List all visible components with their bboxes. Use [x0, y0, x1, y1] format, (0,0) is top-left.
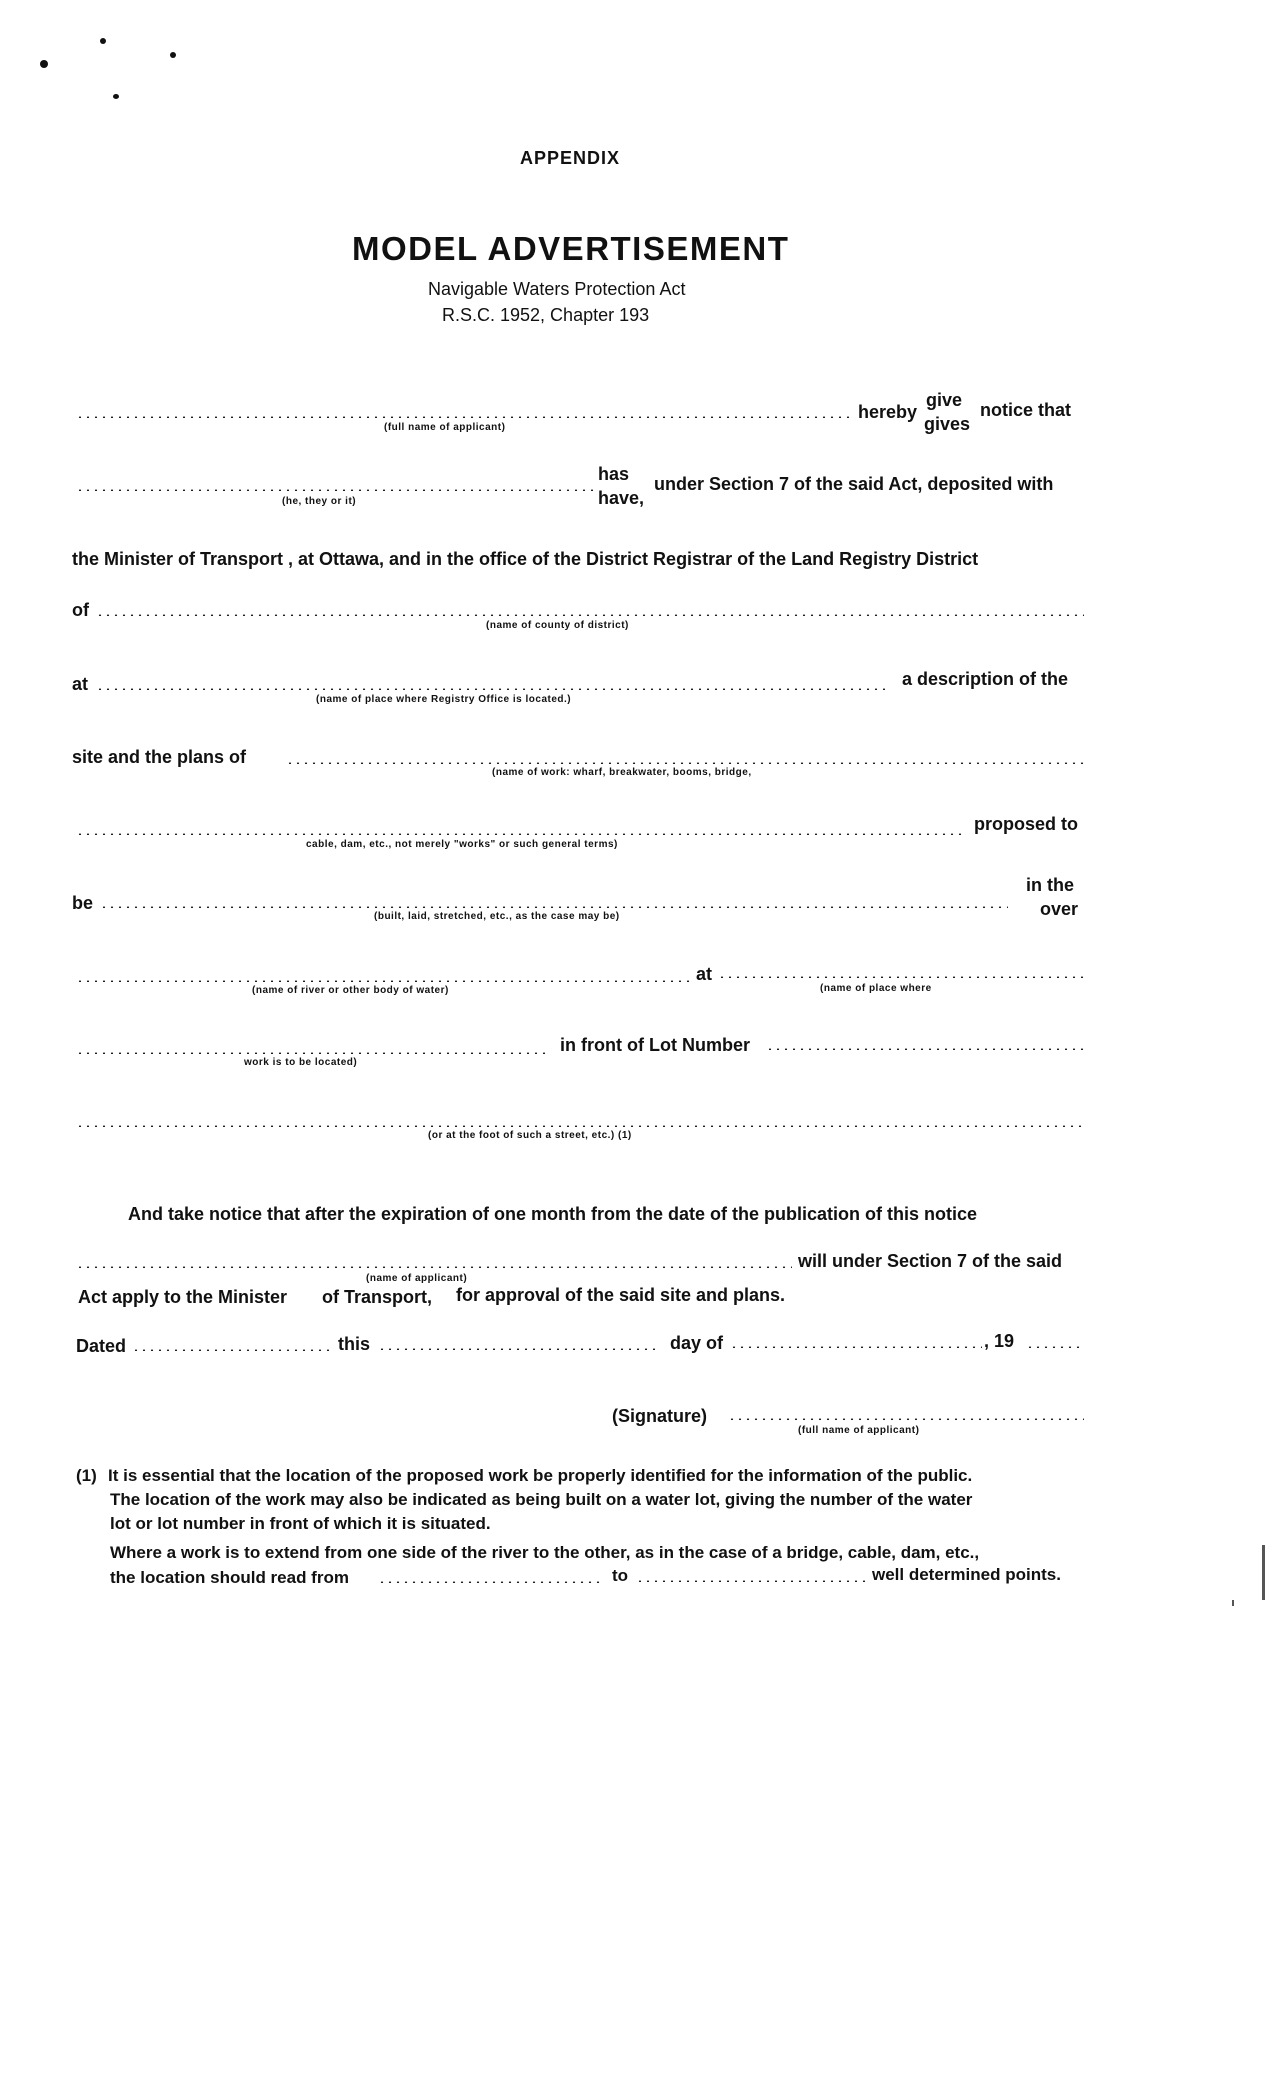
appendix-heading: APPENDIX	[520, 148, 621, 168]
registry-office-field[interactable]	[96, 688, 890, 690]
in-the-text: in the	[1026, 875, 1074, 895]
place-caption-continued: work is to be located)	[244, 1057, 358, 1068]
place-continued-field[interactable]	[76, 1052, 546, 1054]
river-name-field[interactable]	[76, 980, 692, 982]
day-of-label: day of	[670, 1333, 724, 1353]
scan-speck	[113, 94, 119, 99]
applicant-name-field-2[interactable]	[76, 1266, 792, 1268]
be-label: be	[72, 893, 94, 913]
signature-caption: (full name of applicant)	[798, 1425, 920, 1436]
description-text: a description of the	[902, 669, 1069, 689]
place-field[interactable]	[718, 976, 1084, 978]
applicant-caption: (full name of applicant)	[384, 422, 506, 433]
notice-line: And take notice that after the expiration of one month from the date of the publication of this notice	[128, 1204, 978, 1224]
footnote-line-2: The location of the work may also be indicated as being built on a water lot, giving the number of the water	[110, 1490, 973, 1509]
subtitle-act: Navigable Waters Protection Act	[428, 279, 686, 299]
river-caption: (name of river or other body of water)	[252, 985, 449, 996]
site-plans-text: site and the plans of	[72, 747, 247, 767]
has-text: has	[598, 464, 630, 484]
county-caption: (name of county of district)	[486, 620, 629, 631]
page-title: MODEL ADVERTISEMENT	[352, 230, 790, 267]
construction-method-field[interactable]	[100, 906, 1008, 908]
pronoun-field[interactable]	[76, 489, 596, 491]
dated-place-field[interactable]	[132, 1349, 334, 1351]
subtitle-chapter: R.S.C. 1952, Chapter 193	[442, 305, 650, 325]
hereby-text: hereby	[858, 402, 918, 422]
section7-text: under Section 7 of the said Act, deposited with	[654, 474, 1054, 494]
scan-speck	[100, 38, 106, 44]
year-field[interactable]	[1026, 1346, 1084, 1348]
year-label: , 19	[984, 1331, 1015, 1351]
scan-speck	[40, 60, 48, 68]
of-transport-text: of Transport,	[322, 1287, 433, 1307]
lot-number-field[interactable]	[766, 1048, 1084, 1050]
give-text: give	[926, 390, 963, 410]
work-name-field[interactable]	[286, 762, 1084, 764]
work-name-continued-field[interactable]	[76, 833, 962, 835]
construction-caption: (built, laid, stretched, etc., as the case may be)	[374, 911, 620, 922]
footnote-marker: (1)	[76, 1466, 97, 1485]
footnote-line-5-end: well determined points.	[872, 1565, 1061, 1584]
approval-text: for approval of the said site and plans.	[456, 1285, 786, 1305]
scan-edge-mark	[1262, 1545, 1265, 1600]
have-text: have,	[598, 488, 645, 508]
applicant-caption-2: (name of applicant)	[366, 1273, 468, 1284]
notice-that-text: notice that	[980, 400, 1072, 420]
pronoun-caption: (he, they or it)	[282, 496, 357, 507]
of-label: of	[72, 600, 89, 620]
county-field[interactable]	[96, 614, 1084, 616]
registry-caption: (name of place where Registry Office is located.)	[316, 694, 572, 705]
scan-edge-mark	[1232, 1600, 1234, 1606]
footnote-line-4: Where a work is to extend from one side of the river to the other, as in the case of a bridge, cable, dam, etc.,	[110, 1543, 980, 1562]
footnote-line-1: It is essential that the location of the proposed work be properly identified for the information of the public.	[108, 1466, 973, 1485]
minister-line: the Minister of Transport , at Ottawa, and in the office of the District Registrar of the Land Registry District	[72, 549, 979, 569]
dated-label: Dated	[76, 1336, 127, 1356]
at-label: at	[72, 674, 89, 694]
to-point-field[interactable]	[636, 1580, 870, 1582]
this-label: this	[338, 1334, 371, 1354]
over-text: over	[1040, 899, 1079, 919]
work-caption-continued: cable, dam, etc., not merely "works" or such general terms)	[306, 839, 618, 850]
scan-speck	[170, 52, 176, 58]
lot-number-text: in front of Lot Number	[560, 1035, 750, 1055]
footnote-line-3: lot or lot number in front of which it is situated.	[110, 1514, 491, 1533]
day-field[interactable]	[378, 1348, 658, 1350]
act-apply-text: Act apply to the Minister	[78, 1287, 288, 1307]
applicant-name-field[interactable]	[76, 416, 850, 418]
work-caption: (name of work: wharf, breakwater, booms, bridge,	[492, 767, 752, 778]
footnote-to: to	[612, 1566, 629, 1585]
at-label-2: at	[696, 964, 713, 984]
from-point-field[interactable]	[378, 1581, 600, 1583]
signature-field[interactable]	[728, 1418, 1084, 1420]
street-caption: (or at the foot of such a street, etc.) (1)	[428, 1130, 632, 1141]
street-field[interactable]	[76, 1125, 1084, 1127]
signature-label: (Signature)	[612, 1406, 708, 1426]
gives-text: gives	[924, 414, 971, 434]
proposed-to-text: proposed to	[974, 814, 1078, 834]
month-field[interactable]	[730, 1346, 982, 1348]
place-caption: (name of place where	[820, 983, 932, 994]
will-apply-text: will under Section 7 of the said	[798, 1251, 1063, 1271]
footnote-line-5-start: the location should read from	[110, 1568, 349, 1587]
